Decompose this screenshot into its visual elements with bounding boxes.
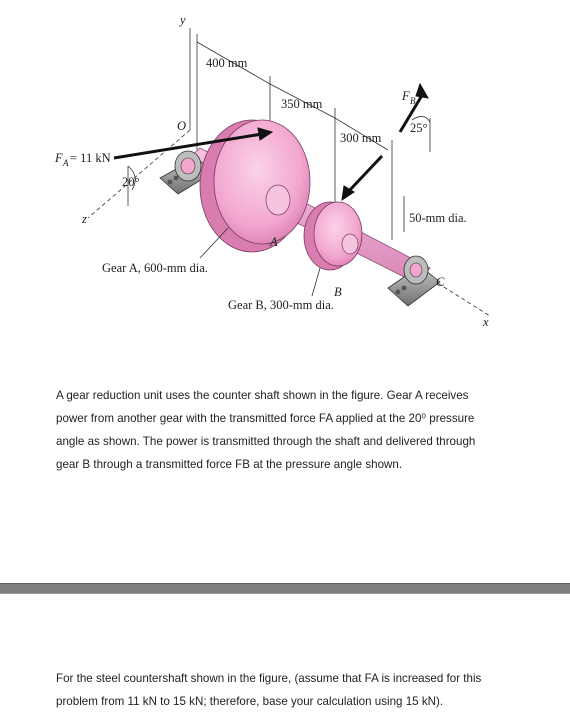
problem-statement: A gear reduction unit uses the counter shaft shown in the figure. Gear A receives power from another gear with the transmitted force FA applied at the 20⁰ pressure angle as shown. The power is transmitted through the shaft and delivered through gear B through a transmitted force FB at the pressure angle shown. xyxy=(56,388,476,471)
point-c-label: C xyxy=(436,275,445,289)
force-fb-subscript: B xyxy=(410,96,416,106)
origin-label: O xyxy=(177,119,187,133)
angle-b-label: 25° xyxy=(410,121,428,135)
page-divider xyxy=(0,583,570,594)
dim-300-label: 300 mm xyxy=(340,131,382,145)
point-b-label: B xyxy=(334,285,342,299)
z-axis-label: z xyxy=(82,212,87,226)
dim-350-label: 350 mm xyxy=(281,97,323,111)
force-fa-subscript: A xyxy=(63,158,69,168)
gear-a-leader xyxy=(200,228,228,258)
gear-b-caption: Gear B, 300-mm dia. xyxy=(228,298,334,312)
force-fa-symbol: F xyxy=(55,151,63,165)
y-axis-label: y xyxy=(180,13,186,27)
dim-400-label: 400 mm xyxy=(206,56,248,70)
x-axis-label: x xyxy=(483,315,489,329)
angle-a-label: 20° xyxy=(122,175,140,189)
shaft-figure xyxy=(0,0,570,345)
gear-a-caption: Gear A, 600-mm dia. xyxy=(102,261,208,275)
force-fb-symbol: F xyxy=(402,89,410,103)
problem-assumption: For the steel countershaft shown in the figure, (assume that FA is increased for this problem from 11 kN to 15 kN; therefore, base your calculation using 15 kN). xyxy=(56,671,482,708)
point-a-label: A xyxy=(270,235,278,249)
gear-b-force-arrow xyxy=(342,156,382,200)
gear-b xyxy=(304,202,362,270)
gear-b-leader xyxy=(312,268,320,296)
dim-50-label: 50-mm dia. xyxy=(409,211,467,225)
force-fa-value: = 11 kN xyxy=(70,151,111,165)
gear-a xyxy=(200,120,310,252)
